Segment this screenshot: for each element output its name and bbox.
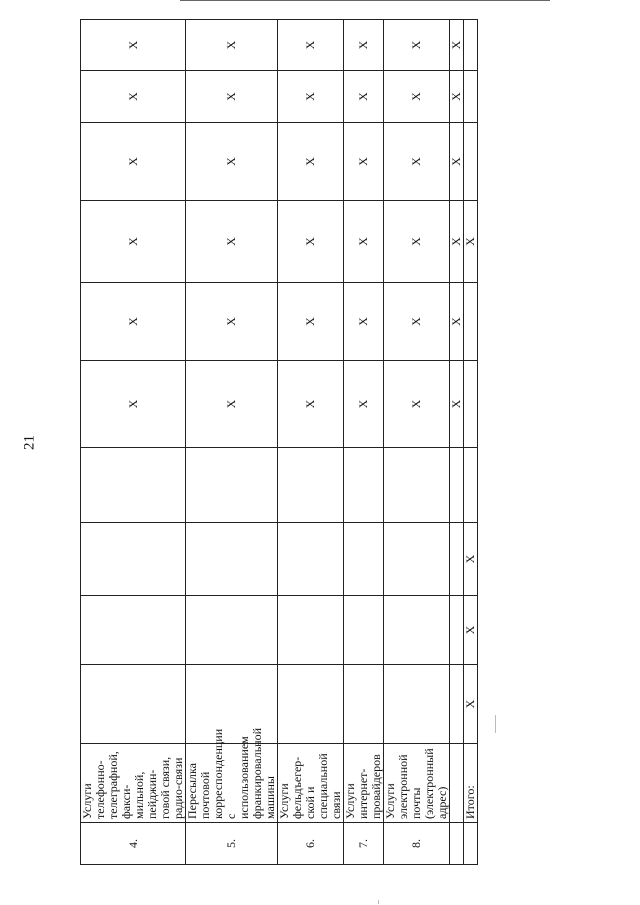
table-cell: X bbox=[384, 123, 450, 201]
table-row bbox=[186, 20, 278, 865]
table-cell: X bbox=[344, 361, 384, 448]
table-cell: X bbox=[278, 71, 344, 123]
table-cell bbox=[186, 523, 278, 596]
table-cell: X bbox=[278, 283, 344, 361]
row-number: 4. bbox=[81, 823, 186, 865]
table-cell: X bbox=[464, 596, 478, 665]
table-cell bbox=[464, 283, 478, 361]
table-row bbox=[344, 20, 384, 865]
table-cell bbox=[450, 665, 464, 744]
table-cell bbox=[384, 665, 450, 744]
top-edge-line bbox=[180, 0, 550, 1]
rotated-table bbox=[80, 20, 477, 865]
table-cell bbox=[464, 361, 478, 448]
table-row bbox=[278, 20, 344, 865]
table-cell bbox=[186, 448, 278, 523]
table-cell: X bbox=[81, 361, 186, 448]
table-cell bbox=[81, 665, 186, 744]
table-cell: X bbox=[344, 71, 384, 123]
service-name: Услуги фельдъегер-ской и специальной связи bbox=[278, 744, 344, 823]
table-cell bbox=[81, 596, 186, 665]
table-cell: X bbox=[186, 71, 278, 123]
table-cell bbox=[450, 523, 464, 596]
row-number: 7. bbox=[344, 823, 384, 865]
table-cell: X bbox=[450, 361, 464, 448]
row-number: 6. bbox=[278, 823, 344, 865]
scan-mark bbox=[495, 715, 496, 733]
table-cell bbox=[464, 71, 478, 123]
table-cell: X bbox=[81, 201, 186, 283]
table-cell bbox=[278, 596, 344, 665]
table-cell bbox=[344, 665, 384, 744]
table-cell: X bbox=[384, 71, 450, 123]
service-name: Пересылка почтовой корреспонденции с использованием франкировальной машины bbox=[186, 744, 278, 823]
table-cell bbox=[384, 523, 450, 596]
table-cell: X bbox=[186, 201, 278, 283]
table-cell bbox=[344, 523, 384, 596]
table-row bbox=[464, 20, 478, 865]
table-cell bbox=[81, 448, 186, 523]
table-row bbox=[81, 20, 186, 865]
table-cell: X bbox=[81, 123, 186, 201]
table-cell: X bbox=[450, 123, 464, 201]
table-cell: X bbox=[384, 283, 450, 361]
table-cell: X bbox=[186, 361, 278, 448]
table-cell bbox=[81, 523, 186, 596]
table-cell bbox=[278, 523, 344, 596]
table-cell: X bbox=[344, 201, 384, 283]
table-cell bbox=[278, 448, 344, 523]
total-label: Итого: bbox=[464, 744, 478, 823]
table-cell: X bbox=[278, 201, 344, 283]
table-cell: X bbox=[278, 20, 344, 71]
row-number: 8. bbox=[384, 823, 450, 865]
table-cell: X bbox=[384, 201, 450, 283]
table-cell: X bbox=[81, 283, 186, 361]
table-cell: X bbox=[344, 123, 384, 201]
table-row bbox=[450, 20, 464, 865]
table-cell bbox=[450, 448, 464, 523]
table-cell bbox=[384, 448, 450, 523]
service-name bbox=[450, 744, 464, 823]
table-row bbox=[384, 20, 450, 865]
table-cell: X bbox=[450, 20, 464, 71]
table-cell bbox=[278, 665, 344, 744]
services-table bbox=[80, 19, 478, 865]
table-cell: X bbox=[450, 283, 464, 361]
table-cell: X bbox=[384, 361, 450, 448]
table-cell bbox=[344, 596, 384, 665]
table-cell: X bbox=[81, 20, 186, 71]
table-cell: X bbox=[344, 283, 384, 361]
table-cell: X bbox=[186, 123, 278, 201]
row-number bbox=[464, 823, 478, 865]
table-cell: X bbox=[81, 71, 186, 123]
row-number: 5. bbox=[186, 823, 278, 865]
table-cell: X bbox=[344, 20, 384, 71]
table-cell: X bbox=[186, 20, 278, 71]
table-cell: X bbox=[450, 71, 464, 123]
table-cell: X bbox=[278, 361, 344, 448]
table-cell: X bbox=[450, 201, 464, 283]
table-cell bbox=[186, 596, 278, 665]
service-name: Услуги электронной почты (электронный адрес) bbox=[384, 744, 450, 823]
table-cell bbox=[464, 448, 478, 523]
table-cell: X bbox=[464, 201, 478, 283]
scan-mark bbox=[378, 900, 379, 904]
service-name: Услуги интернет-провайдеров bbox=[344, 744, 384, 823]
table-cell bbox=[464, 123, 478, 201]
table-cell bbox=[344, 448, 384, 523]
row-number bbox=[450, 823, 464, 865]
table-cell: X bbox=[464, 665, 478, 744]
page-number: 21 bbox=[21, 435, 38, 450]
table-cell: X bbox=[384, 20, 450, 71]
table-cell: X bbox=[278, 123, 344, 201]
table-cell: X bbox=[464, 523, 478, 596]
table-cell bbox=[464, 20, 478, 71]
table-cell bbox=[384, 596, 450, 665]
table-cell: X bbox=[186, 283, 278, 361]
service-name: Услуги телефонно-телеграфной, факси-мильной, пейджин-говой связи, радио-связи bbox=[81, 744, 186, 823]
table-cell bbox=[450, 596, 464, 665]
